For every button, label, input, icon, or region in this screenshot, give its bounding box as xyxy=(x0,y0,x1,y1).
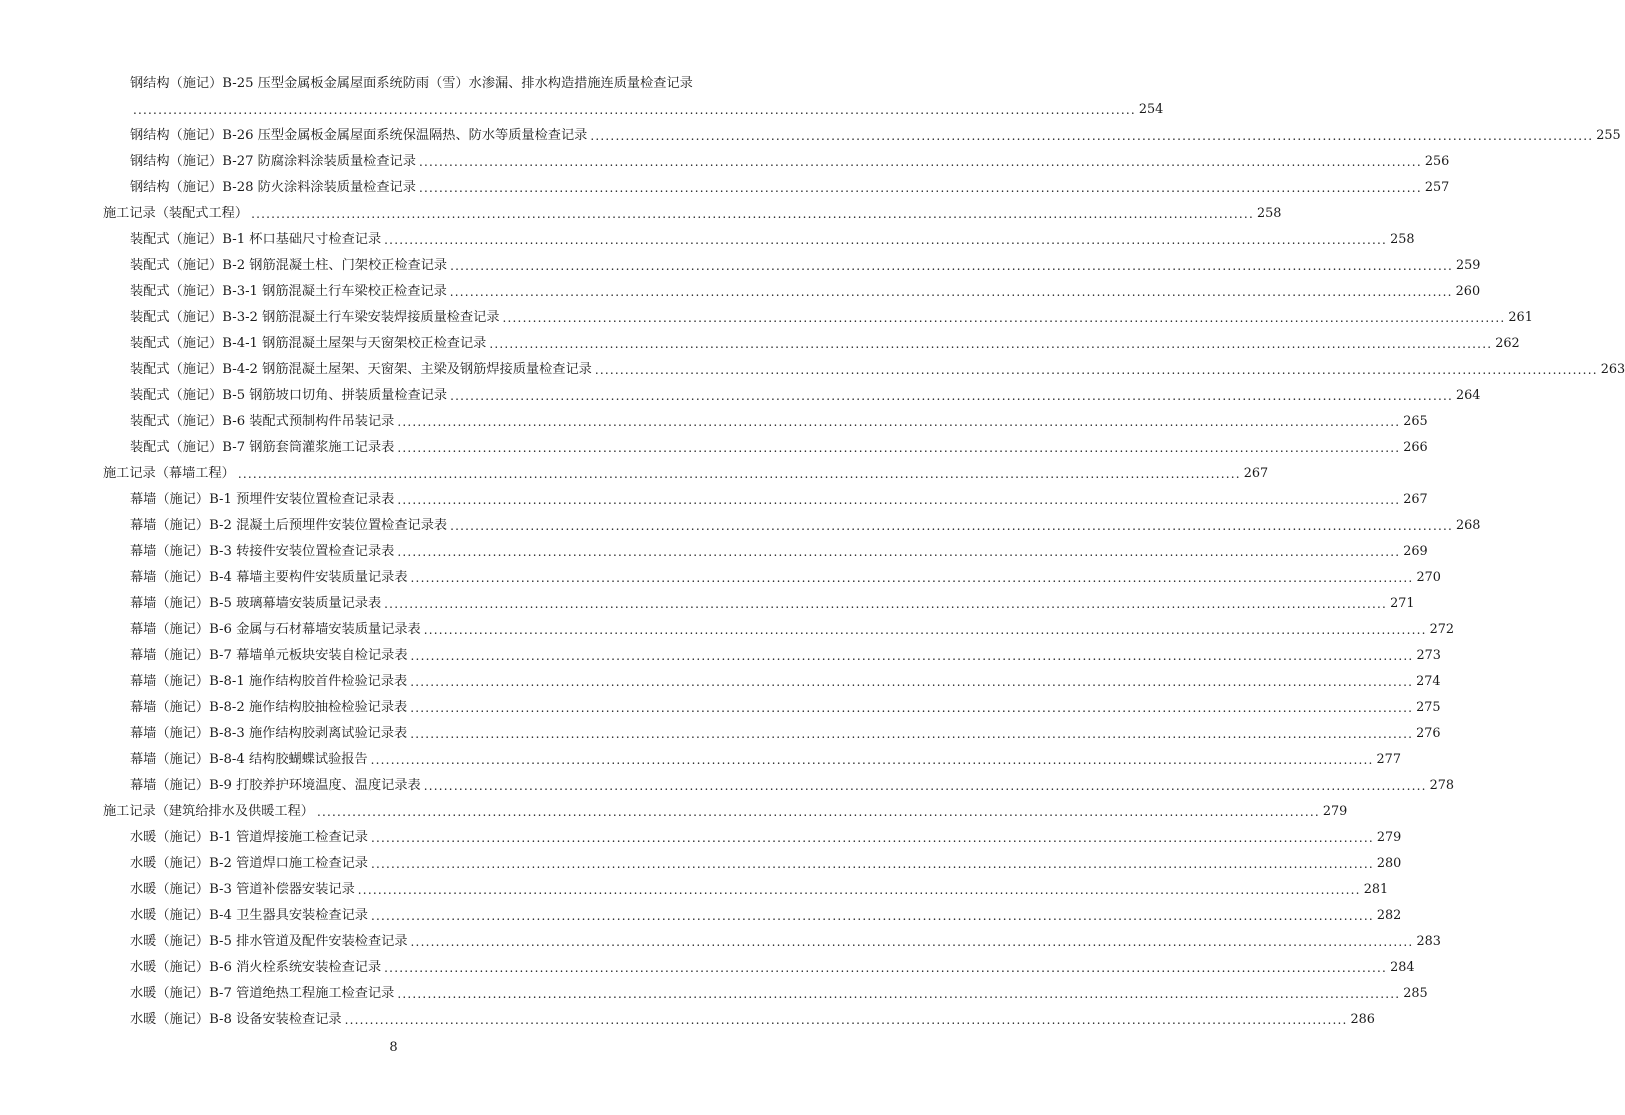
toc-entry-title: 幕墙（施记）B-7 幕墙单元板块安装自检记录表 xyxy=(130,648,408,663)
toc-entry-title: 装配式（施记）B-7 钢筋套筒灌浆施工记录表 xyxy=(130,440,395,455)
toc-entry-page: 260 xyxy=(1455,284,1481,299)
toc-section[interactable] xyxy=(103,462,1269,486)
toc-entry[interactable] xyxy=(130,774,1455,798)
toc-entry-title: 装配式（施记）B-3-1 钢筋混凝土行车梁校正检查记录 xyxy=(130,284,447,299)
toc-entry-title: 装配式（施记）B-5 钢筋坡口切角、拼装质量检查记录 xyxy=(130,388,448,403)
dot-leader: ........................................................................................................................................................................................................ xyxy=(418,155,1422,169)
toc-entry[interactable] xyxy=(130,540,1428,564)
dot-leader: ........................................................................................................................................................................................................ xyxy=(384,233,1388,247)
toc-entry[interactable] xyxy=(130,228,1415,252)
dot-leader: ........................................................................................................................................................................................................ xyxy=(410,649,1414,663)
toc-entry-page: 281 xyxy=(1363,882,1389,897)
toc-entry-title: 装配式（施记）B-6 装配式预制构件吊装记录 xyxy=(130,414,395,429)
toc-entry-title: 幕墙（施记）B-8-2 施作结构胶抽检检验记录表 xyxy=(130,700,408,715)
toc-entry-page: 258 xyxy=(1256,206,1282,221)
toc-entry-title: 装配式（施记）B-3-2 钢筋混凝土行车梁安装焊接质量检查记录 xyxy=(130,310,500,325)
toc-section[interactable] xyxy=(103,202,1282,226)
toc-entry[interactable] xyxy=(130,670,1441,694)
toc-section-title: 施工记录（装配式工程） xyxy=(103,206,249,221)
toc-entry-title: 幕墙（施记）B-6 金属与石材幕墙安装质量记录表 xyxy=(130,622,421,637)
dot-leader: ........................................................................................................................................................................................................ xyxy=(594,363,1598,377)
toc-entry-page: 277 xyxy=(1376,752,1401,767)
dot-leader: ........................................................................................................................................................................................................ xyxy=(370,857,1374,871)
toc-entry-title: 幕墙（施记）B-8-4 结构胶蝴蝶试验报告 xyxy=(130,752,368,767)
toc-entry[interactable] xyxy=(130,488,1428,512)
toc-entry[interactable] xyxy=(130,176,1450,200)
toc-entry-page: 284 xyxy=(1390,960,1415,975)
toc-entry-page: 285 xyxy=(1403,986,1428,1001)
toc-entry-title: 钢结构（施记）B-28 防火涂料涂装质量检查记录 xyxy=(130,180,416,195)
dot-leader: ........................................................................................................................................................................................................ xyxy=(237,467,1241,481)
toc-entry-page: 275 xyxy=(1416,700,1441,715)
toc-entry[interactable] xyxy=(130,592,1415,616)
toc-entry-page: 272 xyxy=(1429,622,1455,637)
toc-entry[interactable] xyxy=(130,150,1450,174)
toc-entry[interactable] xyxy=(130,436,1428,460)
dot-leader: ........................................................................................................................................................................................................ xyxy=(384,597,1388,611)
toc-entry-page: 269 xyxy=(1403,544,1428,559)
dot-leader: ........................................................................................................................................................................................................ xyxy=(410,727,1414,741)
dot-leader: ........................................................................................................................................................................................................ xyxy=(450,259,1453,273)
toc-entry-page: 265 xyxy=(1403,414,1428,429)
toc-entry-title: 水暖（施记）B-5 排水管道及配件安装检查记录 xyxy=(130,934,408,949)
dot-leader: ........................................................................................................................................................................................................ xyxy=(489,337,1493,351)
dot-leader: ........................................................................................................................................................................................................ xyxy=(370,753,1374,767)
dot-leader: ........................................................................................................................................................................................................ xyxy=(410,571,1414,585)
dot-leader: ........................................................................................................................................................................................................ xyxy=(397,415,1401,429)
toc-entry-page: 266 xyxy=(1403,440,1428,455)
toc-entry-page: 271 xyxy=(1390,596,1415,611)
toc-entry[interactable] xyxy=(130,852,1402,876)
dot-leader: ........................................................................................................................................................................................................ xyxy=(397,987,1401,1001)
toc-entry-page: 273 xyxy=(1416,648,1441,663)
dot-leader: ........................................................................................................................................................................................................ xyxy=(410,935,1414,949)
dot-leader: ........................................................................................................................................................................................................ xyxy=(449,285,1453,299)
dot-leader: ........................................................................................................................................................................................................ xyxy=(502,311,1506,325)
dot-leader: ........................................................................................................................................................................................................ xyxy=(410,675,1414,689)
toc-entry-title: 幕墙（施记）B-3 转接件安装位置检查记录表 xyxy=(130,544,395,559)
toc-entry[interactable] xyxy=(130,124,1621,148)
toc-entry-title: 装配式（施记）B-4-2 钢筋混凝土屋架、天窗架、主梁及钢筋焊接质量检查记录 xyxy=(130,362,592,377)
dot-leader: ........................................................................................................................................................................................................ xyxy=(450,519,1453,533)
toc-entry-title: 水暖（施记）B-4 卫生器具安装检查记录 xyxy=(130,908,368,923)
toc-entry-page: 264 xyxy=(1456,388,1481,403)
toc-entry-title: 水暖（施记）B-7 管道绝热工程施工检查记录 xyxy=(130,986,395,1001)
toc-entry-continuation xyxy=(130,98,1164,122)
toc-entry[interactable] xyxy=(130,410,1428,434)
toc-entry-title: 幕墙（施记）B-1 预埋件安装位置检查记录表 xyxy=(130,492,395,507)
toc-entry[interactable] xyxy=(130,826,1402,850)
dot-leader: ........................................................................................................................................................................................................ xyxy=(384,961,1388,975)
dot-leader: ........................................................................................................................................................................................................ xyxy=(450,389,1453,403)
toc-entry[interactable] xyxy=(130,1008,1375,1032)
dot-leader: ........................................................................................................................................................................................................ xyxy=(133,103,1136,117)
dot-leader: ........................................................................................................................................................................................................ xyxy=(344,1013,1348,1027)
toc-entry-page: 255 xyxy=(1596,128,1621,143)
toc-entry-page: 259 xyxy=(1456,258,1481,273)
toc-entry-page: 279 xyxy=(1322,804,1348,819)
toc-entry-page: 279 xyxy=(1376,830,1402,845)
dot-leader: ........................................................................................................................................................................................................ xyxy=(397,545,1401,559)
toc-entry[interactable] xyxy=(130,722,1441,746)
toc-entry-page: 256 xyxy=(1424,154,1450,169)
toc-entry[interactable] xyxy=(130,358,1625,382)
dot-leader: ........................................................................................................................................................................................................ xyxy=(397,441,1401,455)
toc-entry-title: 装配式（施记）B-1 杯口基础尺寸检查记录 xyxy=(130,232,382,247)
toc-entry-page: 254 xyxy=(1138,102,1164,117)
dot-leader: ........................................................................................................................................................................................................ xyxy=(410,701,1414,715)
toc-entry[interactable] xyxy=(130,618,1455,642)
toc-entry-title: 钢结构（施记）B-25 压型金属板金属屋面系统防雨（雪）水渗漏、排水构造措施连质量检查记录 xyxy=(130,76,693,91)
dot-leader: ........................................................................................................................................................................................................ xyxy=(370,909,1374,923)
toc-entry-page: 282 xyxy=(1376,908,1402,923)
toc-entry-title: 钢结构（施记）B-26 压型金属板金属屋面系统保温隔热、防水等质量检查记录 xyxy=(130,128,588,143)
toc-entry-title: 幕墙（施记）B-9 打胶养护环境温度、温度记录表 xyxy=(130,778,421,793)
toc-entry-page: 286 xyxy=(1350,1012,1375,1027)
toc-entry-title: 水暖（施记）B-2 管道焊口施工检查记录 xyxy=(130,856,368,871)
toc-section[interactable] xyxy=(103,800,1348,824)
toc-entry[interactable] xyxy=(130,696,1441,720)
toc-entry-page: 258 xyxy=(1390,232,1415,247)
dot-leader: ........................................................................................................................................................................................................ xyxy=(397,493,1401,507)
toc-entry[interactable] xyxy=(130,280,1481,304)
toc-entry[interactable] xyxy=(130,72,714,96)
toc-entry-page: 262 xyxy=(1495,336,1520,351)
toc-entry[interactable] xyxy=(130,748,1401,772)
toc-entry-page: 278 xyxy=(1429,778,1455,793)
toc-entry-page: 268 xyxy=(1456,518,1481,533)
toc-entry-page: 261 xyxy=(1508,310,1533,325)
dot-leader: ........................................................................................................................................................................................................ xyxy=(357,883,1361,897)
toc-entry-page: 257 xyxy=(1424,180,1450,195)
toc-section-title: 施工记录（建筑给排水及供暖工程） xyxy=(103,804,314,819)
toc-entry-page: 274 xyxy=(1416,674,1441,689)
toc-entry-title: 幕墙（施记）B-2 混凝土后预埋件安装位置检查记录表 xyxy=(130,518,448,533)
toc-entry[interactable] xyxy=(130,332,1520,356)
toc-section-title: 施工记录（幕墙工程） xyxy=(103,466,235,481)
dot-leader: ........................................................................................................................................................................................................ xyxy=(590,129,1594,143)
toc-entry-title: 装配式（施记）B-4-1 钢筋混凝土屋架与天窗架校正检查记录 xyxy=(130,336,487,351)
toc-entry-page: 263 xyxy=(1600,362,1625,377)
toc-entry-page: 276 xyxy=(1416,726,1441,741)
toc-entry[interactable] xyxy=(130,566,1441,590)
toc-entry[interactable] xyxy=(130,878,1389,902)
toc-entry-title: 幕墙（施记）B-5 玻璃幕墙安装质量记录表 xyxy=(130,596,382,611)
dot-leader: ........................................................................................................................................................................................................ xyxy=(251,207,1254,221)
dot-leader: ........................................................................................................................................................................................................ xyxy=(423,623,1427,637)
toc-entry-page: 283 xyxy=(1416,934,1441,949)
toc-entry[interactable] xyxy=(130,306,1533,330)
toc-entry[interactable] xyxy=(130,956,1415,980)
toc-entry-title: 水暖（施记）B-3 管道补偿器安装记录 xyxy=(130,882,355,897)
toc-entry-title: 幕墙（施记）B-8-1 施作结构胶首件检验记录表 xyxy=(130,674,408,689)
toc-entry[interactable] xyxy=(130,514,1481,538)
dot-leader: ........................................................................................................................................................................................................ xyxy=(418,181,1422,195)
toc-entry-title: 幕墙（施记）B-8-3 施作结构胶剥离试验记录表 xyxy=(130,726,408,741)
toc-entry[interactable] xyxy=(130,644,1441,668)
toc-entry-page: 270 xyxy=(1416,570,1441,585)
toc-entry-title: 水暖（施记）B-1 管道焊接施工检查记录 xyxy=(130,830,368,845)
dot-leader: ........................................................................................................................................................................................................ xyxy=(370,831,1374,845)
page-number: 8 xyxy=(389,1040,398,1055)
toc-entry[interactable] xyxy=(130,904,1402,928)
toc-entry-title: 幕墙（施记）B-4 幕墙主要构件安装质量记录表 xyxy=(130,570,408,585)
toc-entry-title: 装配式（施记）B-2 钢筋混凝土柱、门架校正检查记录 xyxy=(130,258,448,273)
dot-leader: ........................................................................................................................................................................................................ xyxy=(317,805,1320,819)
toc-entry-title: 钢结构（施记）B-27 防腐涂料涂装质量检查记录 xyxy=(130,154,416,169)
toc-entry[interactable] xyxy=(130,384,1481,408)
toc-entry[interactable] xyxy=(130,982,1428,1006)
toc-entry[interactable] xyxy=(130,254,1481,278)
toc-entry-title: 水暖（施记）B-8 设备安装检查记录 xyxy=(130,1012,342,1027)
dot-leader: ........................................................................................................................................................................................................ xyxy=(423,779,1427,793)
toc-entry[interactable] xyxy=(130,930,1441,954)
toc-entry-page: 267 xyxy=(1243,466,1269,481)
toc-entry-page: 267 xyxy=(1403,492,1428,507)
toc-entry-page: 280 xyxy=(1376,856,1402,871)
toc-entry-title: 水暖（施记）B-6 消火栓系统安装检查记录 xyxy=(130,960,382,975)
